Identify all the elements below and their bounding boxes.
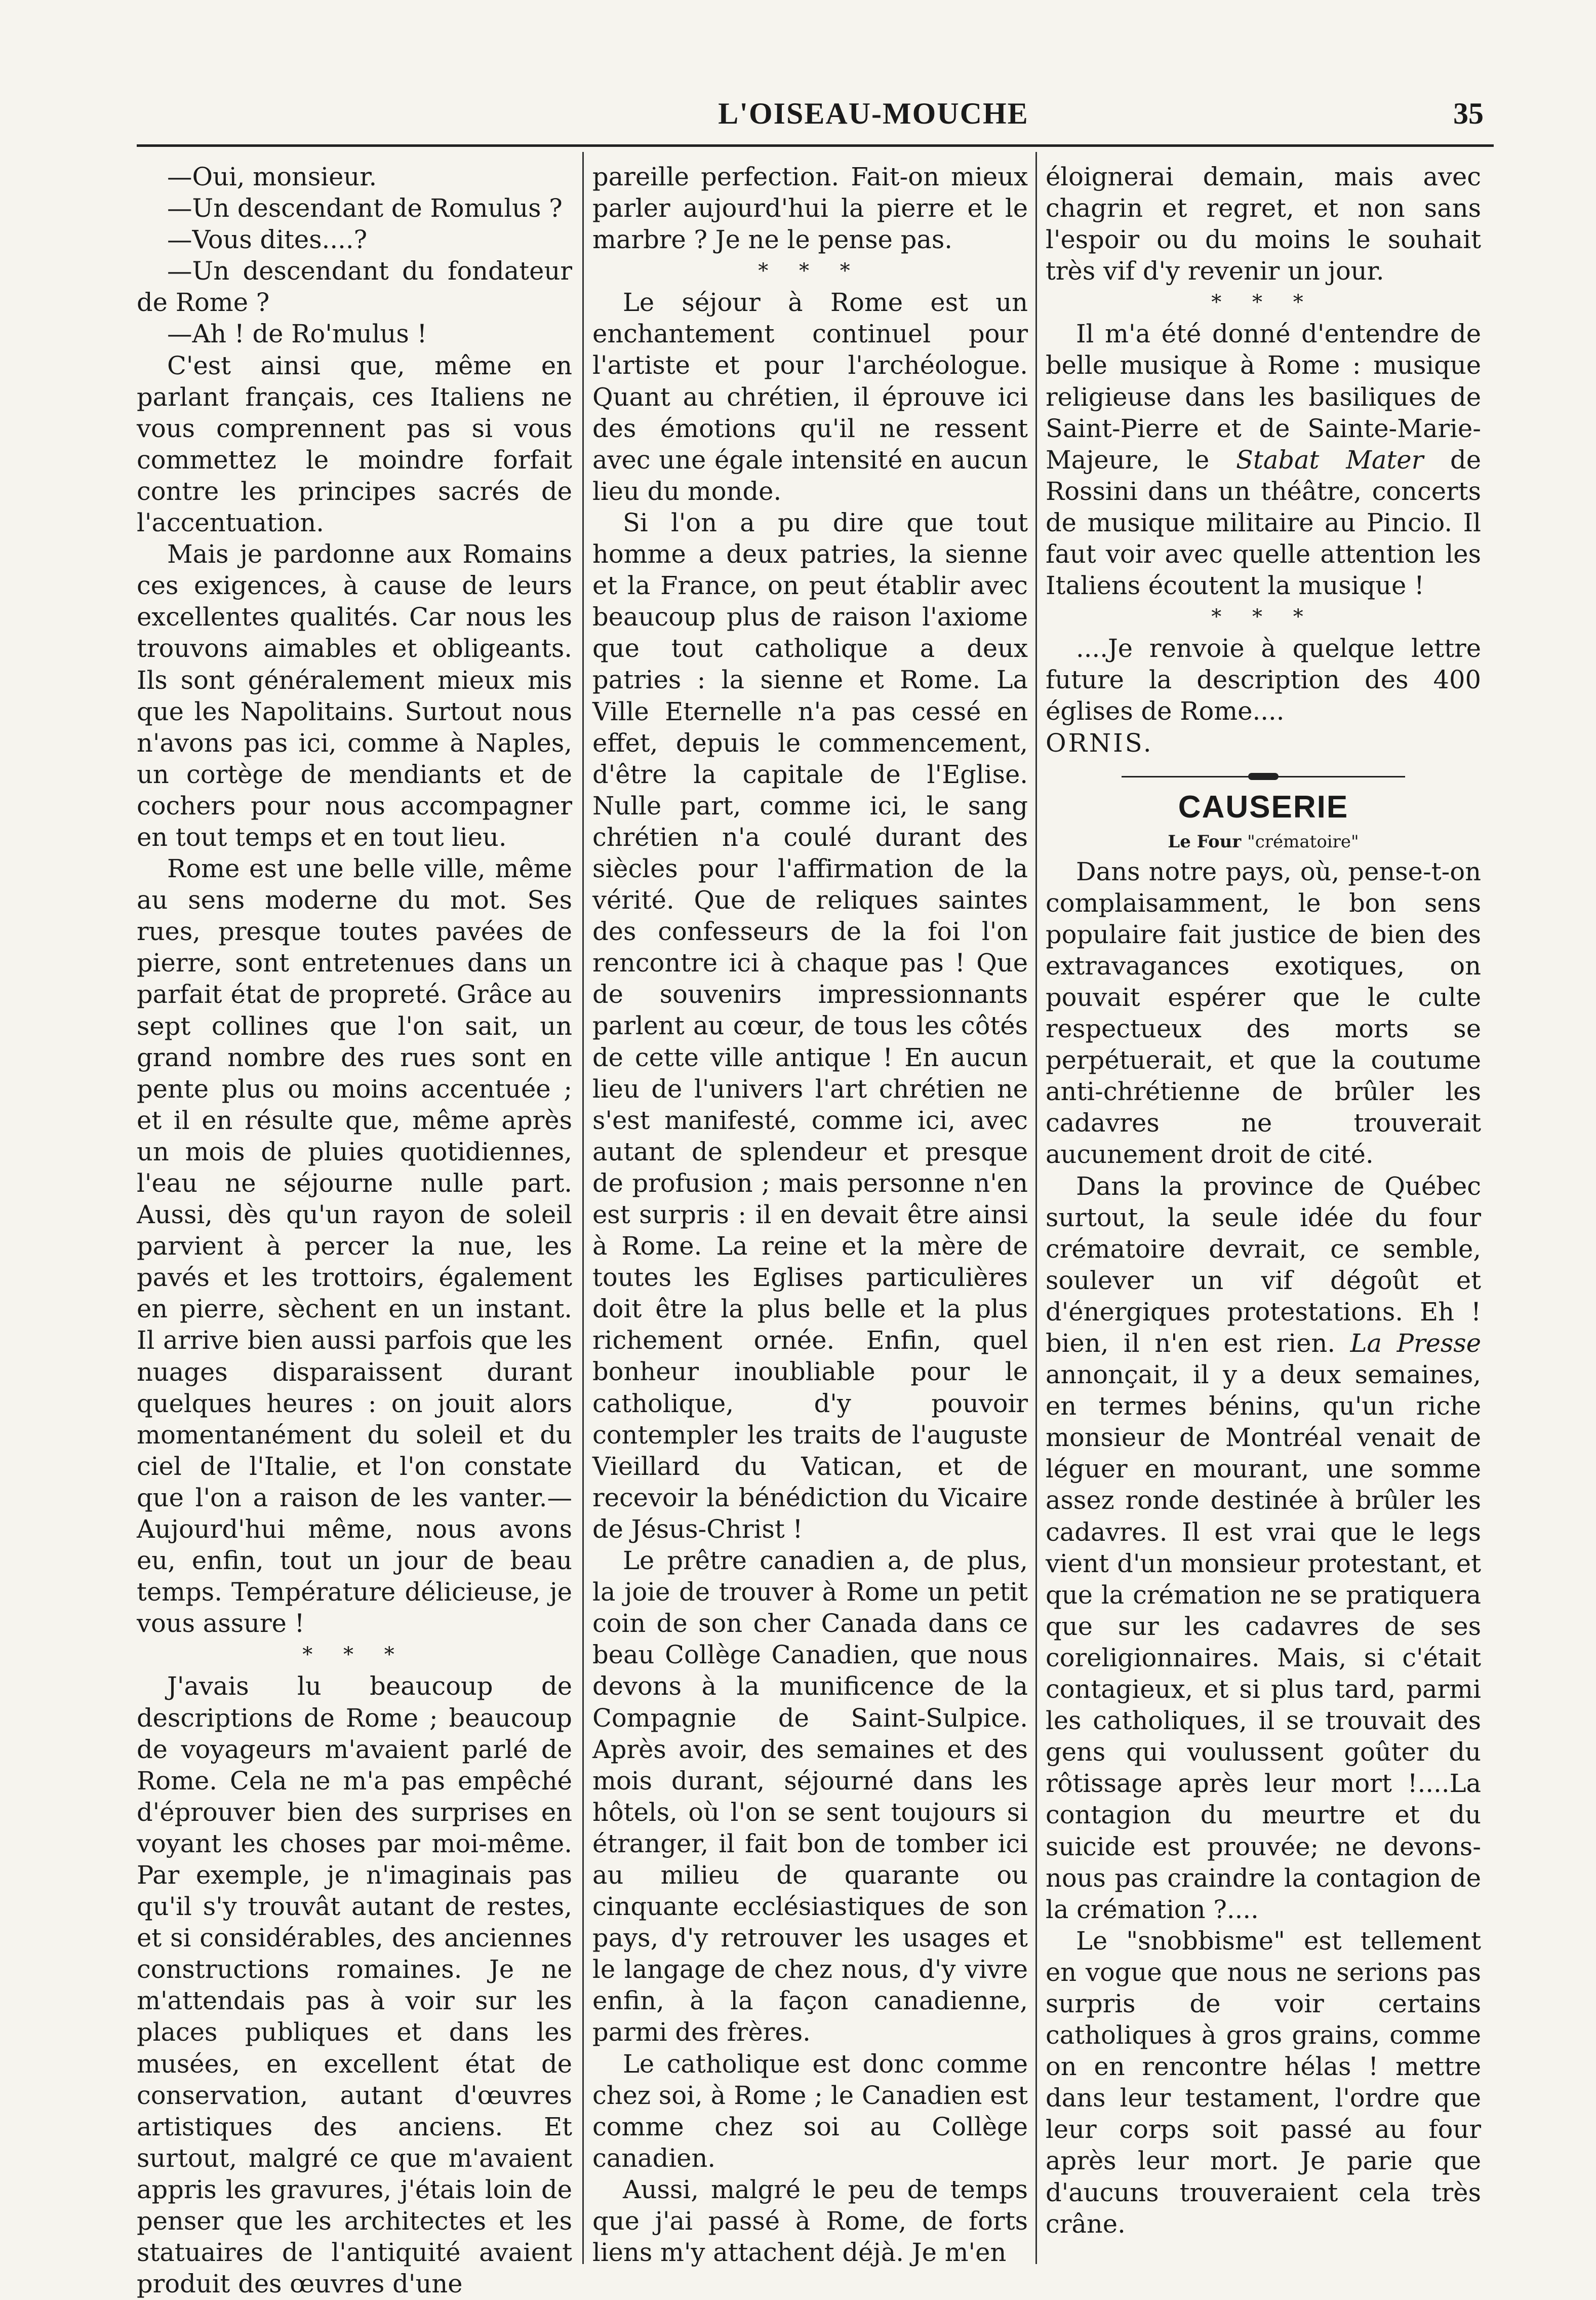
running-title: L'OISEAU-MOUCHE: [718, 97, 1029, 130]
paragraph: C'est ainsi que, même en parlant français, ces Italiens ne vous comprennent pas si vous commettez le moindre forfait contre les principes sacrés de l'accentuation.: [137, 350, 572, 538]
section-title: CAUSERIE: [1178, 789, 1349, 825]
column-3: [1046, 161, 1481, 2258]
music-paragraph: [1046, 318, 1481, 601]
column-divider-1: [582, 152, 584, 2264]
text-run: annonçait, il y a deux semaines, en termes bénins, qu'un riche monsieur de Montréal venait de léguer en mourant, une somme assez ronde destinée à brûler les cadavres. Il est vrai que le legs vient d'un monsieur protestant, et que la crémation ne se pratiquera que sur les cadavres de ses coreligionnaires. Mais, si c'était contagieux, et si plus tard, parmi les catholiques, il se trouvait des gens qui voulussent goûter du rôtissage après leur mort !....La contagion du meurtre et du suicide est prouvée; ne devons-nous pas craindre la contagion de la crémation ?....: [1046, 1360, 1481, 1924]
dialogue-line: —Un descendant du fondateur de Rome ?: [137, 256, 572, 318]
paragraph: Le séjour à Rome est un enchantement continuel pour l'artiste et pour l'archéologue. Quant au chrétien, il éprouve ici des émotions qu'il ne ressent avec une égale intensité en aucun lieu du monde.: [592, 288, 1028, 506]
author-signature: ORNIS.: [1046, 728, 1153, 758]
paragraph: Rome est une belle ville, même au sens moderne du mot. Ses rues, presque toutes pavées de pierre, sont entretenues dans un parfait état de propreté. Grâce au sept collines que l'on sait, un grand nombre des rues sont en pente plus ou moins accentuée ; et il en résulte que, même après un mois de pluies quotidiennes, l'eau ne séjourne nulle part. Aussi, dès qu'un rayon de soleil parvient à percer la nue, les pavés et les trottoirs, également en pierre, sèchent en un instant. Il arrive bien aussi parfois que les nuages disparaissent durant quelques heures : on jouit alors momentanément du soleil et du ciel de l'Italie, et l'on constate que l'on a raison de les vanter.—Aujourd'hui même, nous avons eu, enfin, tout un jour de beau temps. Température délicieuse, je vous assure !: [137, 854, 572, 1639]
paragraph-continuation: éloignerai demain, mais avec chagrin et regret, et non sans l'espoir ou du moins le souhait très vif d'y revenir un jour.: [1046, 162, 1481, 286]
subtitle-quoted: "crématoire": [1247, 831, 1359, 852]
paragraph: Le "snobbisme" est tellement en vogue que nous ne serions pas surpris de voir certains catholiques à gros grains, comme on en rencontre hélas ! mettre dans leur testament, l'ordre que leur corps soit passé au four après leur mort. Je parie que d'aucuns trouveraient cela très crâne.: [1046, 1926, 1481, 2239]
column-divider-2: [1035, 152, 1037, 2264]
section-ornament: [1122, 773, 1405, 780]
section-break-asterism: * * *: [302, 1643, 407, 1667]
text-run: Il m'a été donné d'entendre de belle musique à Rome : musique religieuse dans les basiliques de Saint-Pierre et de Sainte-Marie-Majeure, le: [1046, 319, 1481, 475]
section-break-asterism: * * *: [1211, 605, 1315, 629]
header-rule: [137, 144, 1494, 147]
paragraph-continuation: pareille perfection. Fait-on mieux parler aujourd'hui la pierre et le marbre ? Je ne le pense pas.: [592, 162, 1028, 255]
subtitle-prefix: Le Four: [1168, 831, 1248, 852]
section-break-asterism: * * *: [1211, 291, 1315, 315]
column-1: [137, 161, 572, 2299]
paragraph: Le prêtre canadien a, de plus, la joie de trouver à Rome un petit coin de son cher Canada dans ce beau Collège Canadien, que nous devons à la munificence de la Compagnie de Saint-Sulpice. Après avoir, des semaines et des mois durant, séjourné dans les hôtels, où l'on se sent toujours si étranger, il fait bon de tomber ici au milieu de quarante ou cinquante ecclésiastiques de son pays, d'y retrouver les usages et le langage de chez nous, d'y vivre enfin, à la façon canadienne, parmi des frères.: [592, 1546, 1028, 2047]
paragraph: Aussi, malgré le peu de temps que j'ai passé à Rome, de forts liens m'y attachent déjà. Je m'en: [592, 2174, 1028, 2268]
newspaper-title: La Presse: [1350, 1329, 1481, 1358]
section-subtitle: [1046, 828, 1481, 856]
section-break-asterism: * * *: [758, 259, 862, 283]
paragraph: Le catholique est donc comme chez soi, à Rome ; le Canadien est comme chez soi au Collège canadien.: [592, 2049, 1028, 2173]
ornament-center: [1248, 773, 1279, 780]
paragraph: Mais je pardonne aux Romains ces exigences, à cause de leurs excellentes qualités. Car nous les trouvons aimables et obligeants. Ils sont généralement mieux mis que les Napolitains. Surtout nous n'avons pas ici, comme à Naples, un cortège de mendiants et de cochers pour nous accompagner en tout temps et en tout lieu.: [137, 539, 572, 852]
dialogue-line: —Oui, monsieur.: [167, 162, 377, 191]
work-title: Stabat Mater: [1236, 445, 1424, 475]
page-number: 35: [1453, 97, 1484, 130]
page-header: [137, 96, 1484, 142]
text-run: Dans la province de Québec surtout, la seule idée du four crématoire devrait, ce semble, soulever un vif dégoût et d'énergiques protestations. Eh ! bien, il n'en est rien.: [1046, 1171, 1481, 1358]
dialogue-line: —Ah ! de Ro'mulus !: [167, 319, 427, 349]
paragraph: Dans notre pays, où, pense-t-on complaisamment, le bon sens populaire fait justice de bien des extravagances exotiques, on pouvait espérer que le culte respectueux des morts se perpétuerait, et que la coutume anti-chrétienne de brûler les cadavres ne trouverait aucunement droit de cité.: [1046, 856, 1481, 1170]
paragraph: J'avais lu beaucoup de descriptions de Rome ; beaucoup de voyageurs m'avaient parlé de Rome. Cela ne m'a pas empêché d'éprouver bien des surprises en voyant les choses par moi-même. Par exemple, je n'imaginais pas qu'il s'y trouvât autant de restes, et si considérables, des anciennes constructions romaines. Je ne m'attendais pas à voir sur les places publiques et dans les musées, en excellent état de conservation, autant d'œuvres artistiques des anciens. Et surtout, malgré ce que m'avaient appris les gravures, j'étais loin de penser que les architectes et les statuaires de l'antiquité avaient produit des œuvres d'une: [137, 1671, 572, 2299]
presse-paragraph: [1046, 1171, 1481, 1925]
text-run: de Rossini dans un théâtre, concerts de musique militaire au Pincio. Il faut voir avec quelle attention les Italiens écoutent la musique !: [1046, 445, 1481, 601]
dialogue-line: —Un descendant de Romulus ?: [167, 193, 563, 223]
column-2: [592, 161, 1028, 2268]
closing-paragraph: ....Je renvoie à quelque lettre future la description des 400 églises de Rome....: [1046, 634, 1481, 726]
dialogue-line: —Vous dites....?: [167, 225, 368, 255]
paragraph: Si l'on a pu dire que tout homme a deux patries, la sienne et la France, on peut établir avec beaucoup plus de raison l'axiome que tout catholique a deux patries : la sienne et Rome. La Ville Eternelle n'a pas cessé en effet, depuis le commencement, d'être la capitale de l'Eglise. Nulle part, comme ici, le sang chrétien n'a coulé durant des siècles pour l'affirmation de la vérité. Que de reliques saintes des confesseurs de la foi l'on rencontre ici à chaque pas ! Que de souvenirs impressionnants parlent au cœur, de tous les côtés de cette ville antique ! En aucun lieu de l'univers l'art chrétien ne s'est manifesté, comme ici, avec autant de splendeur et presque de profusion ; mais personne n'en est surpris : il en devait être ainsi à Rome. La reine et la mère de toutes les Eglises particulières doit être la plus belle et la plus richement ornée. Enfin, quel bonheur inoubliable pour le catholique, d'y pouvoir contempler les traits de l'auguste Vieillard du Vatican, et de recevoir la bénédiction du Vicaire de Jésus-Christ !: [592, 508, 1028, 1544]
